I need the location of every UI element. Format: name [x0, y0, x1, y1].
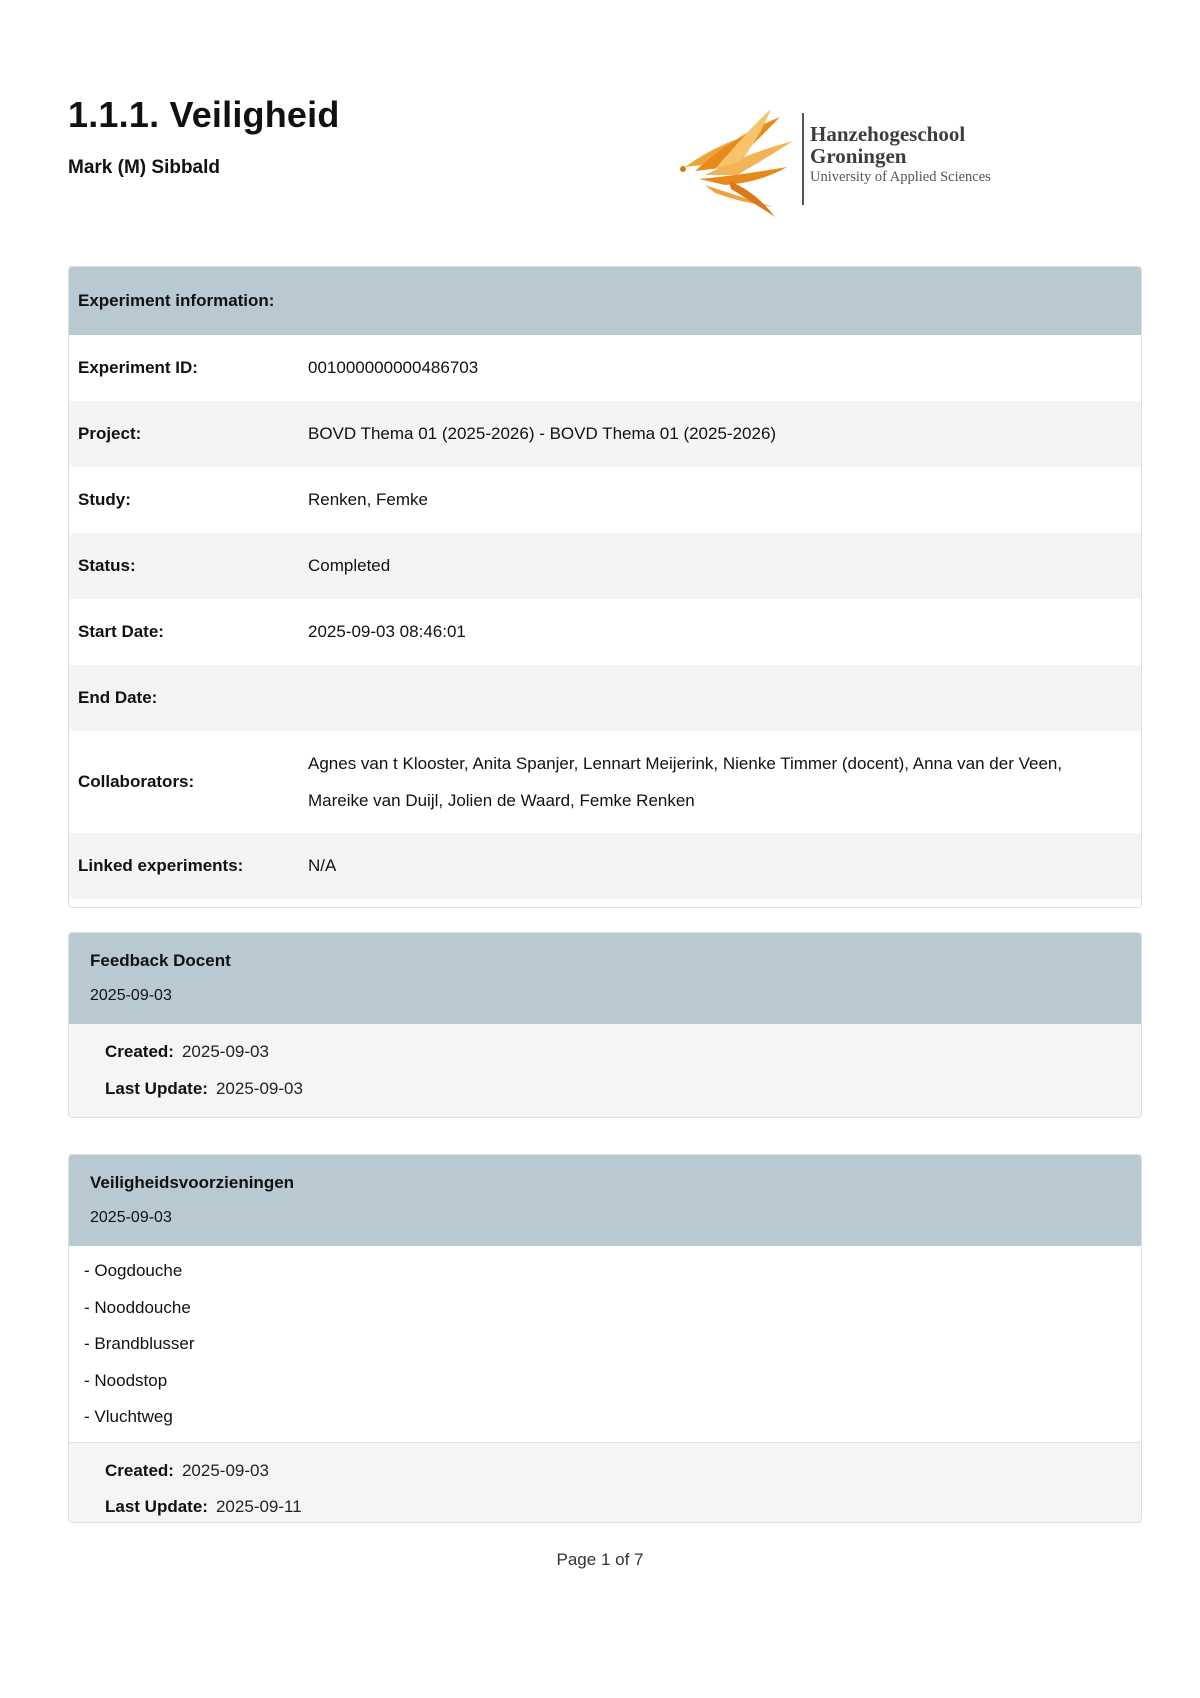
last-update-value: 2025-09-03: [215, 1078, 303, 1098]
last-update-value: 2025-09-11: [215, 1497, 302, 1516]
created-value: 2025-09-03: [181, 1042, 269, 1061]
list-item: - Nooddouche: [84, 1297, 191, 1317]
info-label: End Date:: [78, 688, 158, 707]
flame-feather-logo-icon: [675, 95, 810, 220]
last-update-label: Last Update:: [105, 1078, 208, 1098]
entry-title: Veiligheidsvoorzieningen: [90, 1173, 295, 1192]
project-value: BOVD Thema 01 (2025-2026) - BOVD Thema 01 (2025-2026): [308, 424, 777, 443]
page-title: 1.1.1. Veiligheid: [68, 94, 340, 135]
author-name: Mark (M) Sibbald: [68, 157, 221, 178]
list-item: - Oogdouche: [84, 1261, 183, 1280]
collaborators-value: [308, 745, 1141, 819]
info-label: Study:: [78, 490, 131, 509]
entry-meta: [69, 1024, 1141, 1118]
entry-meta: [69, 1442, 1141, 1524]
entry-last-update: [105, 1074, 1141, 1111]
entry-created: [105, 1037, 1141, 1074]
linked-experiments-value: N/A: [308, 856, 337, 875]
entry-date: 2025-09-03: [90, 1209, 172, 1226]
entry-card-feedback-docent: [68, 932, 1142, 1118]
status-value: Completed: [308, 556, 391, 575]
institution-logo: [675, 95, 1060, 220]
info-row-status: [69, 533, 1141, 599]
entry-body-list: [69, 1246, 1141, 1442]
info-row-project: [69, 401, 1141, 467]
created-label: Created:: [105, 1460, 174, 1480]
created-label: Created:: [105, 1042, 174, 1061]
info-label: Project:: [78, 424, 142, 443]
list-item: - Brandblusser: [84, 1334, 195, 1353]
collaborators-line: Agnes van t Klooster, Anita Spanjer, Lennart Meijerink, Nienke Timmer (docent), Anna van der Veen,: [308, 754, 1063, 773]
experiment-info-heading: Experiment information:: [69, 267, 1141, 335]
info-row-start-date: [69, 599, 1141, 665]
info-row-end-date: [69, 665, 1141, 731]
entry-date: 2025-09-03: [90, 987, 172, 1004]
collaborators-line: Mareike van Duijl, Jolien de Waard, Femke Renken: [308, 791, 695, 810]
list-item: - Noodstop: [84, 1370, 168, 1390]
entry-header: [69, 933, 1141, 1024]
entry-card-veiligheidsvoorzieningen: [68, 1154, 1142, 1523]
study-value: Renken, Femke: [308, 490, 428, 509]
start-date-value: 2025-09-03 08:46:01: [308, 622, 466, 641]
logo-name-line1: Hanzehogeschool: [810, 122, 966, 146]
info-row-linked-experiments: [69, 833, 1141, 899]
info-label: Collaborators:: [78, 772, 195, 791]
info-label: Status:: [78, 556, 136, 575]
info-row-study: [69, 467, 1141, 533]
entry-created: [105, 1456, 1141, 1493]
entry-header: [69, 1155, 1141, 1246]
logo-name-line2: Groningen: [810, 144, 907, 168]
info-label: Experiment ID:: [78, 358, 198, 377]
logo-text: [810, 123, 991, 187]
created-value: 2025-09-03: [181, 1460, 269, 1480]
info-label: Start Date:: [78, 622, 164, 641]
page-number: Page 1 of 7: [556, 1550, 644, 1569]
entry-last-update: [105, 1492, 1141, 1523]
list-item: - Vluchtweg: [84, 1407, 173, 1426]
logo-subtitle: University of Applied Sciences: [810, 169, 991, 185]
info-label: Linked experiments:: [78, 856, 244, 875]
experiment-id-value: 001000000000486703: [308, 358, 479, 377]
experiment-info-card: [68, 266, 1142, 908]
info-row-collaborators: [69, 731, 1141, 833]
entry-title: Feedback Docent: [90, 951, 231, 970]
experiment-info-rows: [69, 335, 1141, 899]
last-update-label: Last Update:: [105, 1497, 208, 1516]
info-row-experiment-id: [69, 335, 1141, 401]
